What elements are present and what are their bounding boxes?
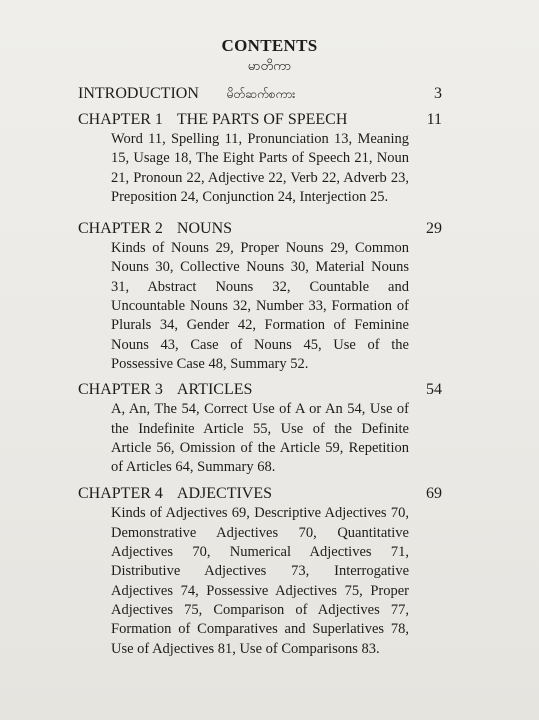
chapter-label: CHAPTER 1	[78, 111, 163, 128]
chapter-page-number: 69	[426, 485, 442, 503]
chapter-label: CHAPTER 4	[78, 485, 163, 503]
entry-label-myanmar: မိတ်ဆက်စကား	[226, 87, 296, 101]
entry-page-number: 3	[434, 85, 442, 102]
table-of-contents	[78, 84, 442, 659]
toc-entry-chapter-2	[78, 219, 442, 374]
chapter-topics: Kinds of Adjectives 69, Descriptive Adjectives 70, Demonstrative Adjectives 70, Quantitative Adjectives 70, Numerical Adjectives 71, Distributive Adjectives 73, Interrogative Adjectives 74, Possessive Adjectives 75, Proper Adjectives 75, Comparison of Adjectives 77, Formation of Comparatives and Superlatives 78, Use of Adjectives 81, Use of Comparisons 83.	[111, 505, 409, 657]
chapter-topics: A, An, The 54, Correct Use of A or An 54, Use of the Indefinite Article 55, Use of the Definite Article 56, Omission of the Article 59, Repetition of Articles 64, Summary 68.	[111, 401, 409, 476]
chapter-title: ADJECTIVES	[176, 485, 273, 503]
page-subtitle-myanmar: မာတိကာ	[247, 59, 292, 74]
toc-entry-chapter-1	[78, 110, 442, 207]
chapter-label: CHAPTER 2	[78, 220, 163, 238]
chapter-title: ARTICLES	[176, 381, 253, 399]
toc-entry-introduction	[78, 84, 442, 104]
chapter-page-number: 11	[426, 111, 442, 128]
chapter-title: THE PARTS OF SPEECH	[176, 111, 348, 128]
chapter-topics: Kinds of Nouns 29, Proper Nouns 29, Common Nouns 30, Collective Nouns 30, Material Nouns 31, Abstract Nouns 32, Countable and Uncountable Nouns 32, Number 33, Formation of Plurals 34, Gender 42, Formation of Feminine Nouns 43, Case of Nouns 45, Use of the Possessive Case 48, Summary 52.	[111, 240, 409, 372]
toc-entry-chapter-4	[78, 484, 442, 658]
toc-entry-chapter-3	[78, 380, 442, 477]
chapter-title: NOUNS	[176, 220, 233, 238]
chapter-label: CHAPTER 3	[78, 381, 163, 399]
chapter-page-number: 29	[426, 220, 442, 238]
page-title: CONTENTS	[221, 36, 318, 55]
chapter-page-number: 54	[426, 381, 442, 399]
chapter-topics: Word 11, Spelling 11, Pronunciation 13, Meaning 15, Usage 18, The Eight Parts of Speech 21, Noun 21, Pronoun 22, Adjective 22, Verb 22, Adverb 23, Preposition 24, Conjunction 24, Interjection 25.	[111, 131, 409, 205]
entry-label: INTRODUCTION	[78, 85, 199, 102]
